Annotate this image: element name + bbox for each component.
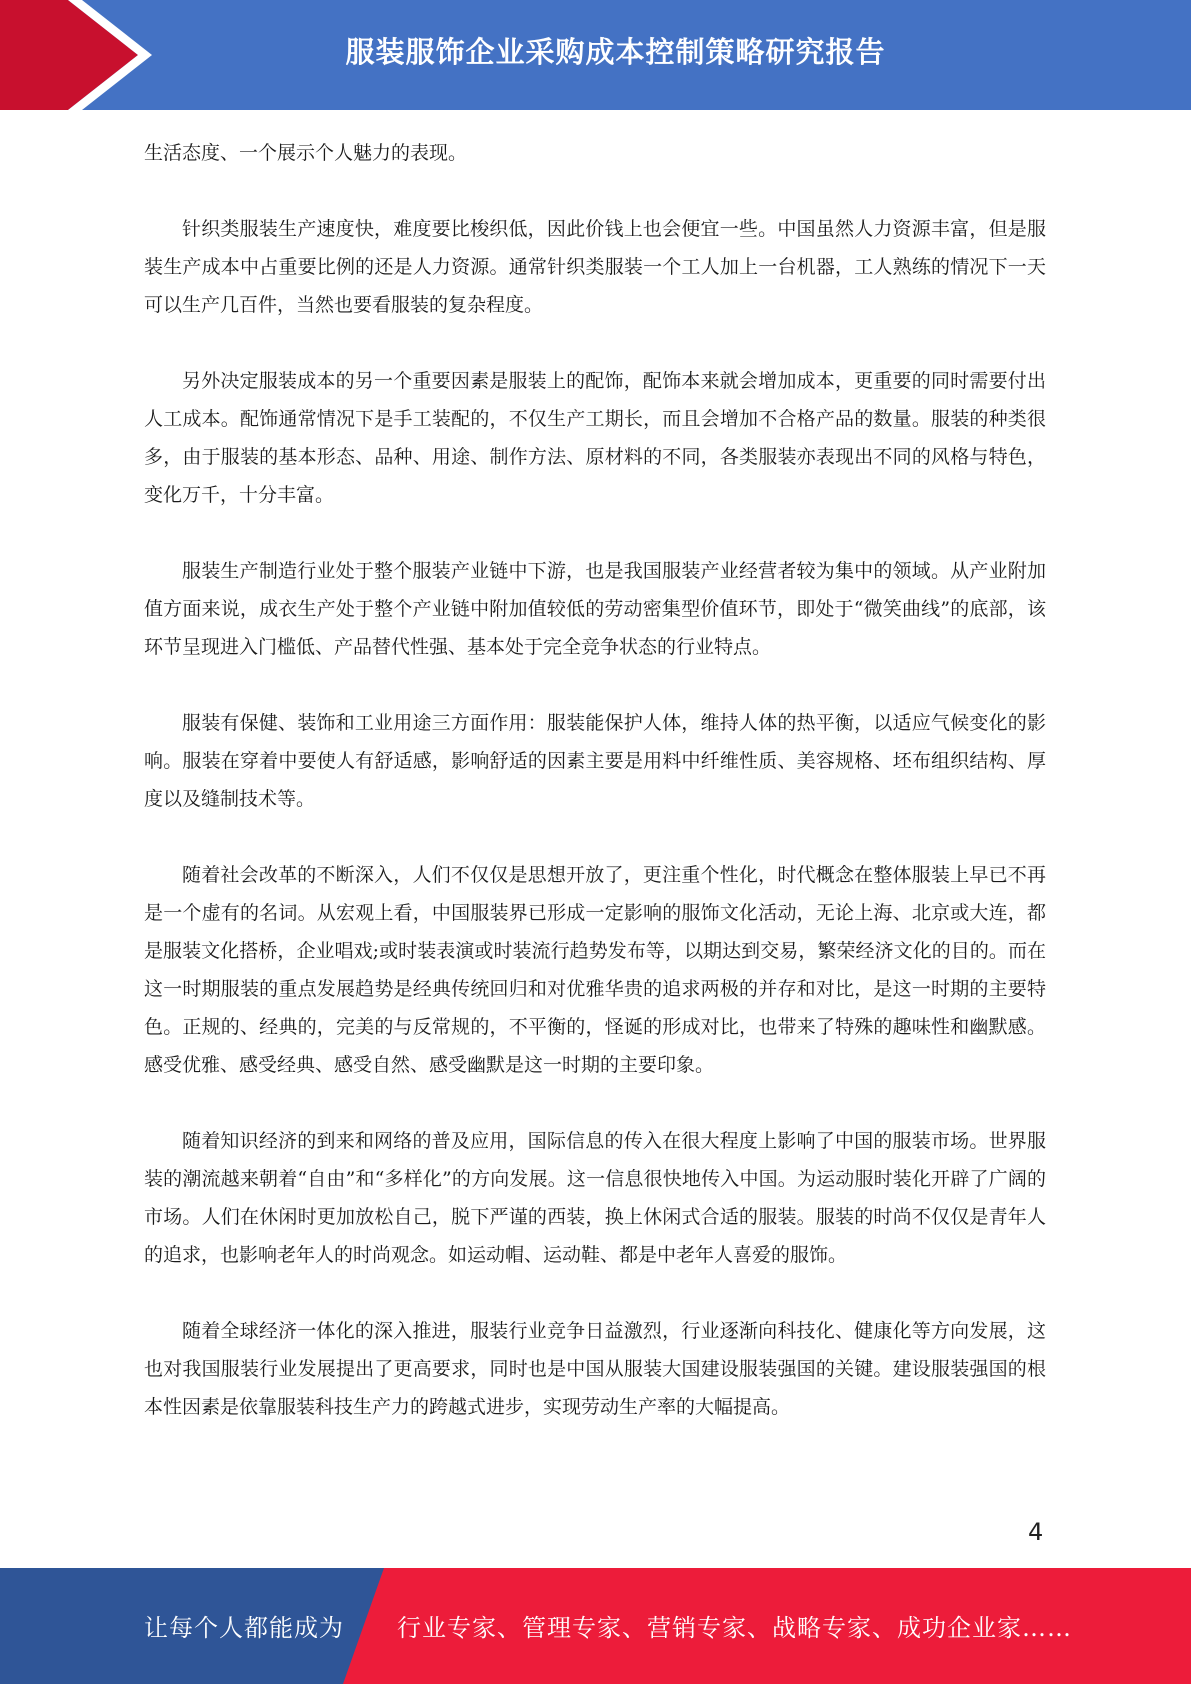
footer-slogan-left: 让每个人都能成为 <box>144 1614 344 1642</box>
page-number: 4 <box>1028 1518 1044 1546</box>
paragraph-7: 随着知识经济的到来和网络的普及应用，国际信息的传入在很大程度上影响了中国的服装市场。世界服装的潮流越来朝着“自由”和“多样化”的方向发展。这一信息很快地传入中国。为运动服时装化开辟了广阔的市场。人们在休闲时更加放松自己，脱下严谨的西装，换上休闲式合适的服装。服装的时尚不仅仅是青年人的追求，也影响老年人的时尚观念。如运动帽、运动鞋、都是中老年人喜爱的服饰。 <box>144 1130 1046 1266</box>
document-body <box>144 134 1046 1464</box>
page-footer <box>0 1568 1191 1684</box>
paragraph-2: 针织类服装生产速度快，难度要比梭织低，因此价钱上也会便宜一些。中国虽然人力资源丰富，但是服装生产成本中占重要比例的还是人力资源。通常针织类服装一个工人加上一台机器，工人熟练的情况下一天可以生产几百件，当然也要看服装的复杂程度。 <box>144 218 1046 316</box>
paragraph-6: 随着社会改革的不断深入，人们不仅仅是思想开放了，更注重个性化，时代概念在整体服装上早已不再是一个虚有的名词。从宏观上看，中国服装界已形成一定影响的服饰文化活动，无论上海、北京或大连，都是服装文化搭桥，企业唱戏;或时装表演或时装流行趋势发布等，以期达到交易，繁荣经济文化的目的。而在这一时期服装的重点发展趋势是经典传统回归和对优雅华贵的追求两极的并存和对比，是这一时期的主要特色。正规的、经典的，完美的与反常规的，不平衡的，怪诞的形成对比，也带来了特殊的趣味性和幽默感。感受优雅、感受经典、感受自然、感受幽默是这一时期的主要印象。 <box>144 864 1046 1076</box>
paragraph-1: 生活态度、一个展示个人魅力的表现。 <box>144 142 468 164</box>
report-title: 服装服饰企业采购成本控制策略研究报告 <box>345 35 886 69</box>
paragraph-8: 随着全球经济一体化的深入推进，服装行业竞争日益激烈，行业逐渐向科技化、健康化等方向发展，这也对我国服装行业发展提出了更高要求，同时也是中国从服装大国建设服装强国的关键。建设服装强国的根本性因素是依靠服装科技生产力的跨越式进步，实现劳动生产率的大幅提高。 <box>144 1320 1046 1418</box>
paragraph-3: 另外决定服装成本的另一个重要因素是服装上的配饰，配饰本来就会增加成本，更重要的同时需要付出人工成本。配饰通常情况下是手工装配的，不仅生产工期长，而且会增加不合格产品的数量。服装的种类很多，由于服装的基本形态、品种、用途、制作方法、原材料的不同，各类服装亦表现出不同的风格与特色，变化万千，十分丰富。 <box>144 370 1046 506</box>
paragraph-4: 服装生产制造行业处于整个服装产业链中下游，也是我国服装产业经营者较为集中的领域。从产业附加值方面来说，成衣生产处于整个产业链中附加值较低的劳动密集型价值环节，即处于“微笑曲线”的底部，该环节呈现进入门槛低、产品替代性强、基本处于完全竞争状态的行业特点。 <box>144 560 1046 658</box>
footer-slogan-right: 行业专家、管理专家、营销专家、战略专家、成功企业家…… <box>397 1614 1072 1642</box>
paragraph-5: 服装有保健、装饰和工业用途三方面作用：服装能保护人体，维持人体的热平衡，以适应气候变化的影响。服装在穿着中要使人有舒适感，影响舒适的因素主要是用料中纤维性质、美容规格、坯布组织结构、厚度以及缝制技术等。 <box>144 712 1046 810</box>
page-header <box>0 0 1191 110</box>
